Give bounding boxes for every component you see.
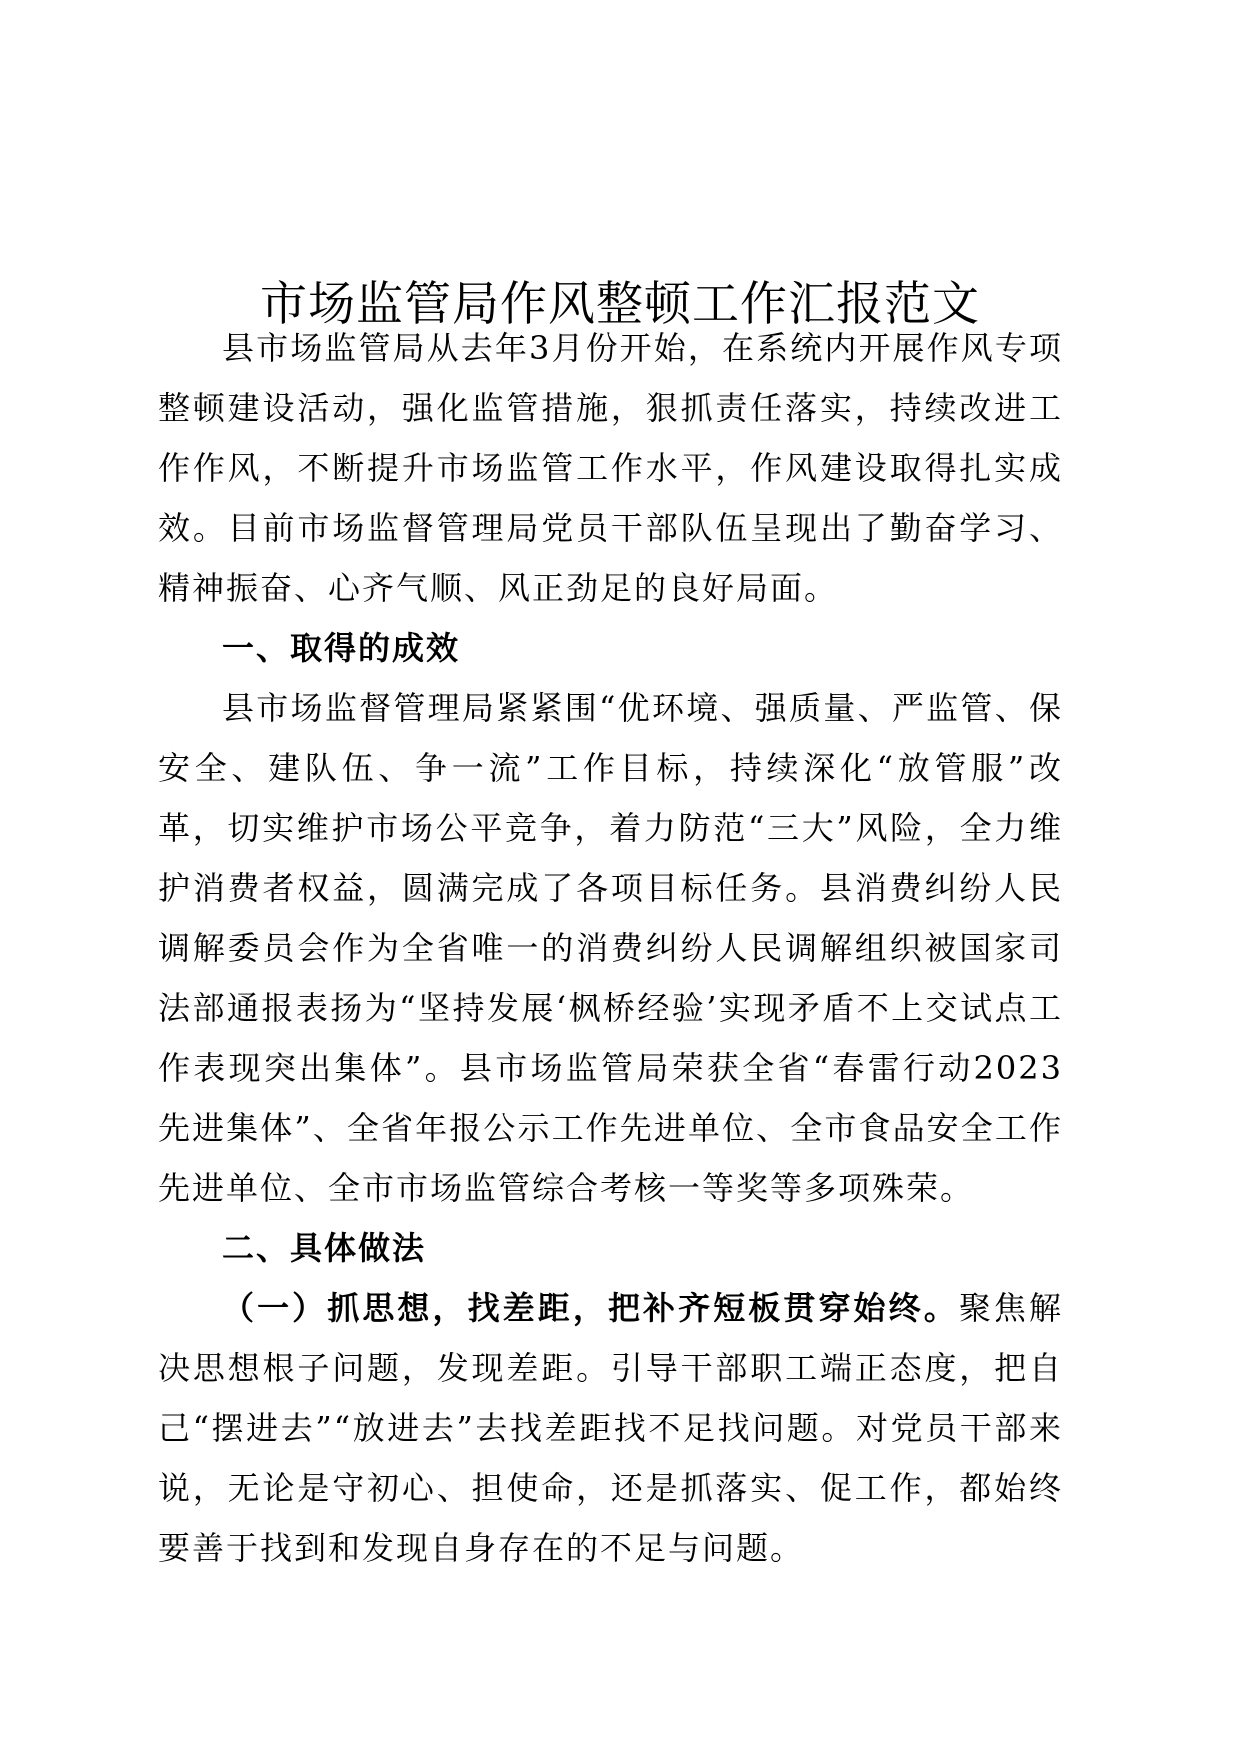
subsection-lead: （一）抓思想，找差距，把补齐短板贯穿始终。	[222, 1289, 959, 1327]
document-title: 市场监管局作风整顿工作汇报范文	[260, 277, 980, 332]
subsection-text: 聚焦解决思想根子问题，发现差距。引导干部职工端正态度，把自己“摆进去”“放进去”去找差距找不足找问题。对党员干部来说，无论是守初心、担使命，还是抓落实、促工作，都始终要善于找到和发现自身存在的不足与问题。	[158, 1289, 1063, 1567]
intro-paragraph: 县市场监管局从去年3月份开始，在系统内开展作风专项整顿建设活动，强化监管措施，狠抓责任落实，持续改进工作作风，不断提升市场监管工作水平，作风建设取得扎实成效。目前市场监督管理局党员干部队伍呈现出了勤奋学习、精神振奋、心齐气顺、风正劲足的良好局面。	[158, 329, 1063, 607]
section-heading-achievements: 一、取得的成效	[222, 629, 461, 667]
section-heading-practices: 二、具体做法	[222, 1229, 427, 1267]
achievements-paragraph: 县市场监督管理局紧紧围“优环境、强质量、严监管、保安全、建队伍、争一流”工作目标，持续深化“放管服”改革，切实维护市场公平竞争，着力防范“三大”风险，全力维护消费者权益，圆满完成了各项目标任务。县消费纠纷人民调解委员会作为全省唯一的消费纠纷人民调解组织被国家司法部通报表扬为“坚持发展‘枫桥经验’实现矛盾不上交试点工作表现突出集体”。县市场监管局荣获全省“春雷行动2023先进集体”、全省年报公示工作先进单位、全市食品安全工作先进单位、全市市场监管综合考核一等奖等多项殊荣。	[158, 689, 1063, 1207]
practice-paragraph-1	[158, 1278, 1063, 1578]
document-body	[158, 318, 1063, 1578]
